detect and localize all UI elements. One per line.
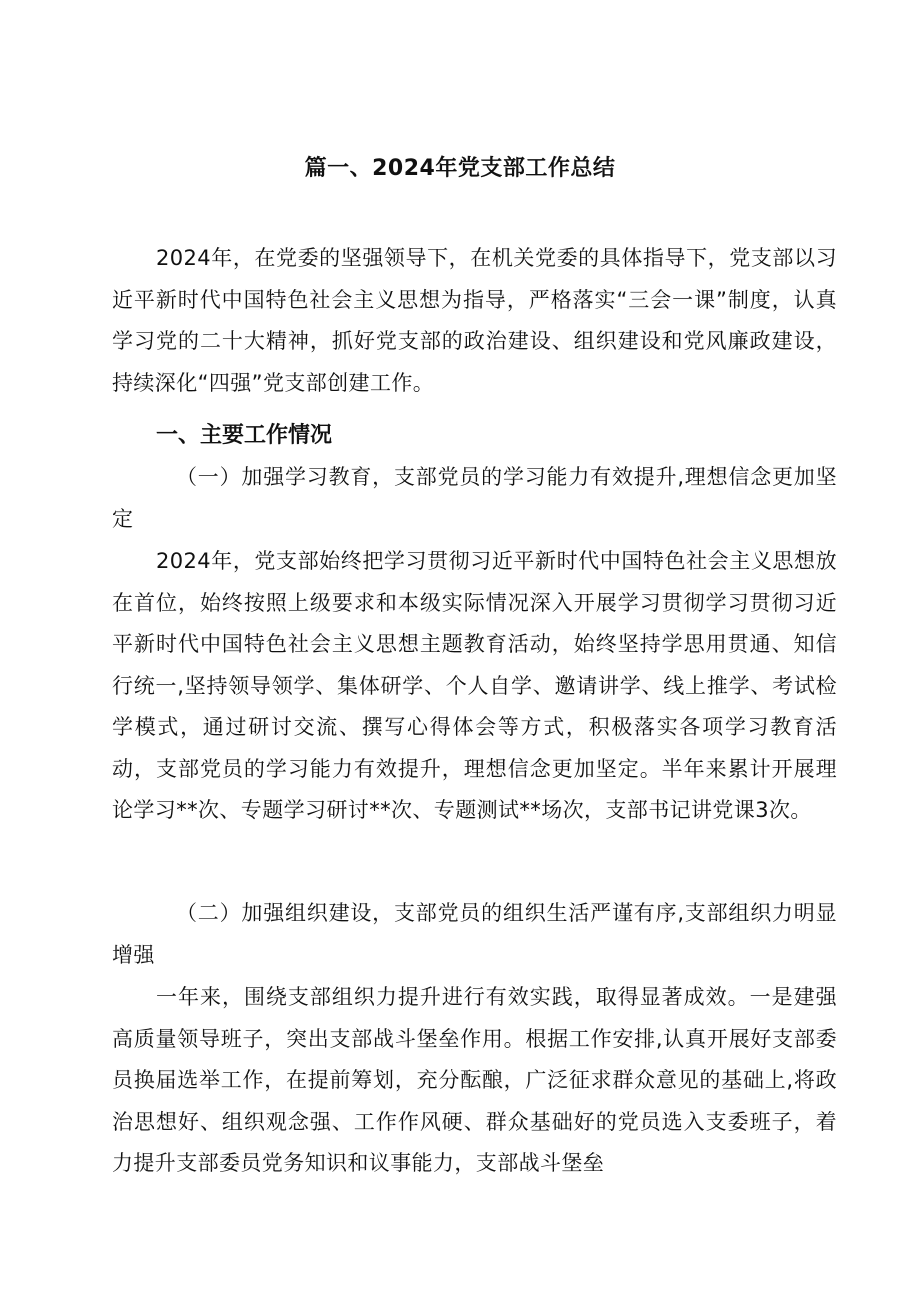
subsection-heading-organization-building: （二）加强组织建设，支部党员的组织生活严谨有序,支部组织力明显增强 [112, 901, 837, 967]
study-education-paragraph: 2024年，党支部始终把学习贯彻习近平新时代中国特色社会主义思想放在首位，始终按照上级要求和本级实际情况深入开展学习贯彻学习贯彻习近平新时代中国特色社会主义思想主题教育活动，始终坚持学思用贯通、知信行统一,坚持领导领学、集体研学、个人自学、邀请讲学、线上推学、考试检学模式，通过研讨交流、撰写心得体会等方式，积极落实各项学习教育活动，支部党员的学习能力有效提升，理想信念更加坚定。半年来累计开展理论学习**次、专题学习研讨**次、专题测试**场次，支部书记讲党课3次。 [112, 549, 837, 822]
subsection-heading-study-education: （一）加强学习教育，支部党员的学习能力有效提升,理想信念更加坚定 [112, 465, 837, 531]
document-title: 篇一、2024年党支部工作总结 [304, 156, 616, 181]
intro-paragraph: 2024年，在党委的坚强领导下，在机关党委的具体指导下，党支部以习近平新时代中国特色社会主义思想为指导，严格落实“三会一课”制度，认真学习党的二十大精神，抓好党支部的政治建设、组织建设和党风廉政建设，持续深化“四强”党支部创建工作。 [112, 246, 837, 395]
section-heading-main-work: 一、主要工作情况 [156, 423, 333, 448]
organization-building-paragraph: 一年来，围绕支部组织力提升进行有效实践，取得显著成效。一是建强高质量领导班子，突出支部战斗堡垒作用。根据工作安排,认真开展好支部委员换届选举工作，在提前筹划，充分酝酿，广泛征求群众意见的基础上,将政治思想好、组织观念强、工作作风硬、群众基础好的党员选入支委班子，着力提升支部委员党务知识和议事能力，支部战斗堡垒 [112, 985, 837, 1175]
